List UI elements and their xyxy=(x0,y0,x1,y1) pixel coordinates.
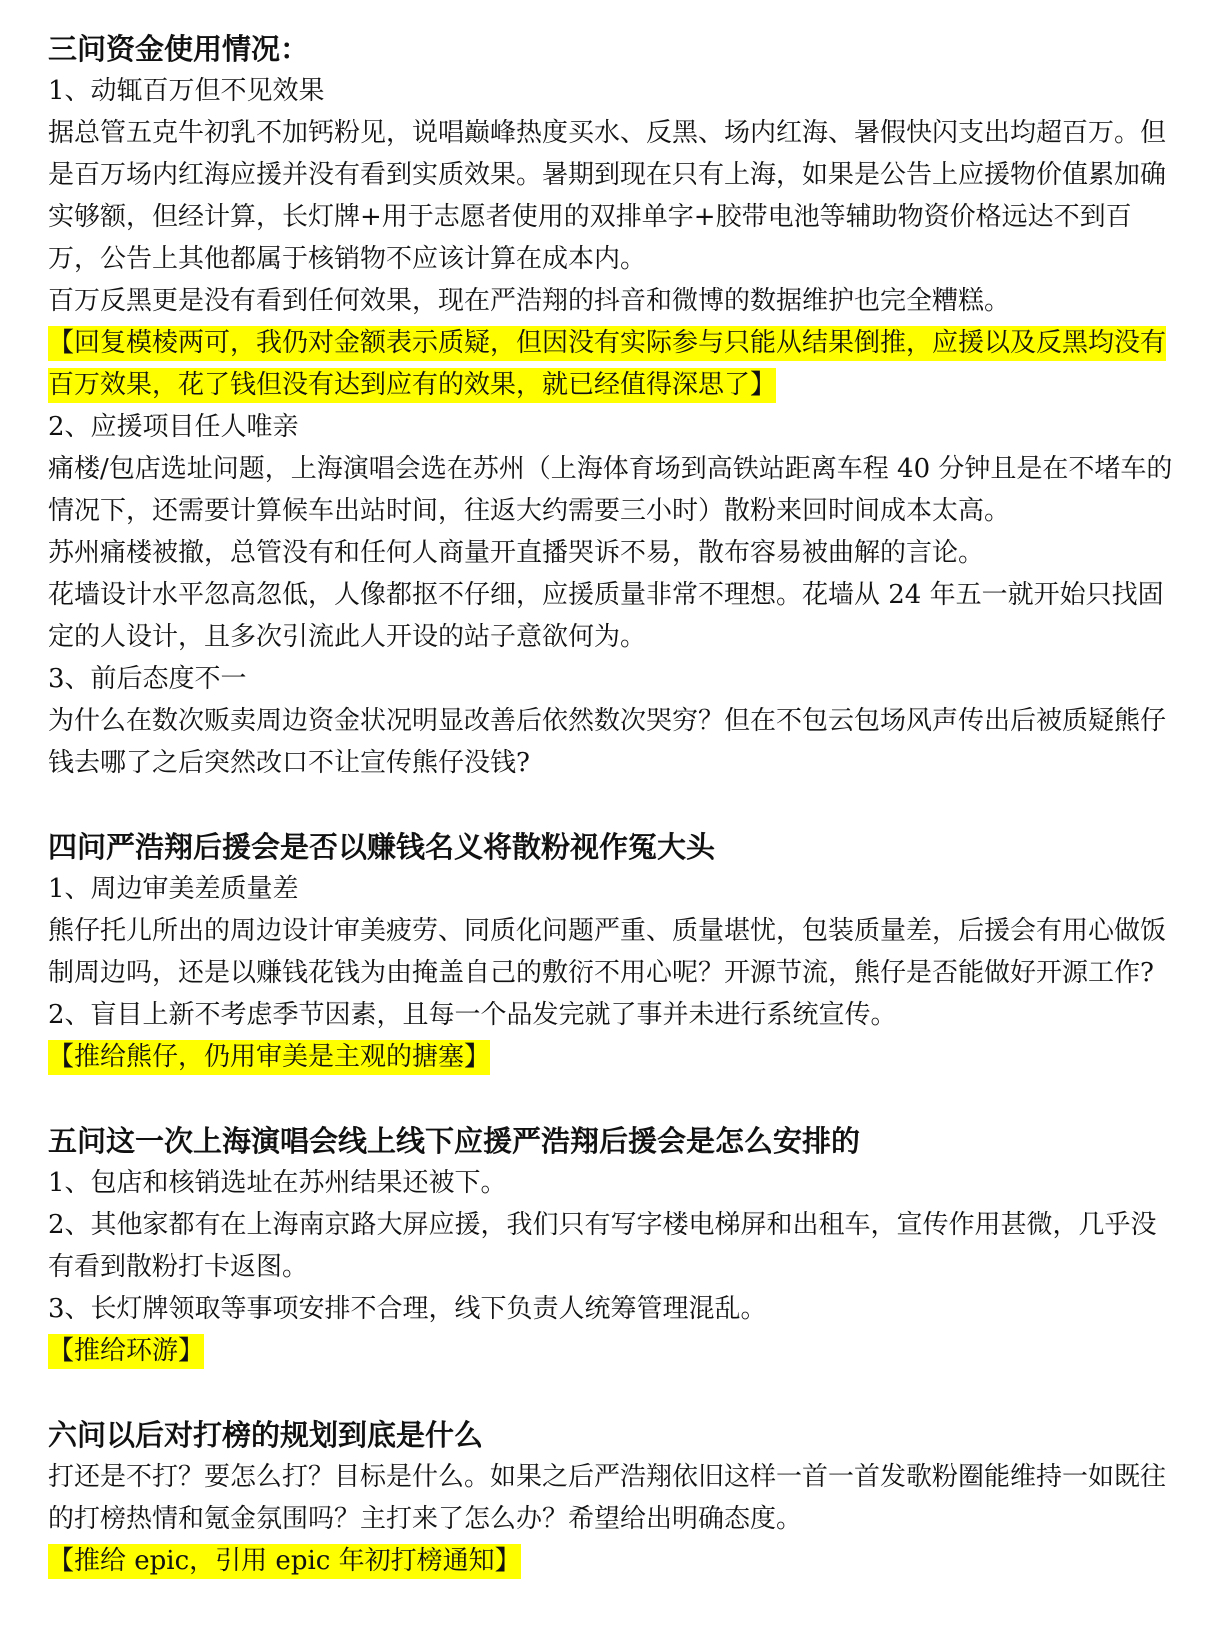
highlighted-reply xyxy=(48,322,1178,406)
paragraph: 花墙设计水平忽高忽低，人像都抠不仔细，应援质量非常不理想。花墙从 24 年五一就开始只找固定的人设计，且多次引流此人开设的站子意欲何为。 xyxy=(48,580,1164,652)
highlighted-reply xyxy=(48,1036,1178,1078)
highlighted-text: 【推给环游】 xyxy=(48,1334,204,1369)
sub-point: 1、周边审美差质量差 xyxy=(48,874,299,904)
sub-point: 1、动辄百万但不见效果 xyxy=(48,76,325,106)
highlighted-reply xyxy=(48,1540,1178,1582)
highlighted-text: 【回复模棱两可，我仍对金额表示质疑，但因没有实际参与只能从结果倒推，应援以及反黑均没有百万效果，花了钱但没有达到应有的效果，就已经值得深思了】 xyxy=(48,326,1166,403)
section-heading: 六问以后对打榜的规划到底是什么 xyxy=(48,1418,484,1452)
paragraph: 熊仔托儿所出的周边设计审美疲劳、同质化问题严重、质量堪忧，包装质量差，后援会有用心做饭制周边吗，还是以赚钱花钱为由掩盖自己的敷衍不用心呢？开源节流，熊仔是否能做好开源工作? xyxy=(48,916,1167,988)
paragraph: 打还是不打？要怎么打？目标是什么。如果之后严浩翔依旧这样一首一首发歌粉圈能维持一如既往的打榜热情和氪金氛围吗？主打来了怎么办？希望给出明确态度。 xyxy=(48,1462,1167,1534)
paragraph: 痛楼/包店选址问题，上海演唱会选在苏州（上海体育场到高铁站距离车程 40 分钟且是在不堵车的情况下，还需要计算候车出站时间，往返大约需要三小时）散粉来回时间成本太高。 xyxy=(48,454,1173,526)
paragraph: 百万反黑更是没有看到任何效果，现在严浩翔的抖音和微博的数据维护也完全糟糕。 xyxy=(48,286,1011,316)
section-heading: 四问严浩翔后援会是否以赚钱名义将散粉视作冤大头 xyxy=(48,830,716,864)
sub-point: 1、包店和核销选址在苏州结果还被下。 xyxy=(48,1168,507,1198)
sub-point: 3、长灯牌领取等事项安排不合理，线下负责人统筹管理混乱。 xyxy=(48,1294,767,1324)
sub-point: 3、前后态度不一 xyxy=(48,664,247,694)
sub-point: 2、应援项目任人唯亲 xyxy=(48,412,299,442)
highlighted-text: 【推给 epic，引用 epic 年初打榜通知】 xyxy=(48,1544,521,1579)
paragraph: 据总管五克牛初乳不加钙粉见，说唱巅峰热度买水、反黑、场内红海、暑假快闪支出均超百万。但是百万场内红海应援并没有看到实质效果。暑期到现在只有上海，如果是公告上应援物价值累加确实够额，但经计算，长灯牌+用于志愿者使用的双排单字+胶带电池等辅助物资价格远达不到百万，公告上其他都属于核销物不应该计算在成本内。 xyxy=(48,118,1167,274)
highlighted-text: 【推给熊仔，仍用审美是主观的搪塞】 xyxy=(48,1040,490,1075)
section-heading: 三问资金使用情况： xyxy=(48,32,310,66)
section-heading: 五问这一次上海演唱会线上线下应援严浩翔后援会是怎么安排的 xyxy=(48,1124,861,1158)
section-6-chart-plan xyxy=(48,1414,1178,1582)
section-3-funds-usage xyxy=(48,28,1178,784)
highlighted-reply xyxy=(48,1330,1178,1372)
paragraph: 为什么在数次贩卖周边资金状况明显改善后依然数次哭穷？但在不包云包场风声传出后被质疑熊仔钱去哪了之后突然改口不让宣传熊仔没钱? xyxy=(48,706,1167,778)
sub-point: 2、盲目上新不考虑季节因素，且每一个品发完就了事并未进行系统宣传。 xyxy=(48,1000,897,1030)
paragraph: 苏州痛楼被撤，总管没有和任何人商量开直播哭诉不易，散布容易被曲解的言论。 xyxy=(48,538,985,568)
section-5-shanghai-concert xyxy=(48,1120,1178,1372)
document xyxy=(48,28,1178,1582)
section-4-merch xyxy=(48,826,1178,1078)
sub-point: 2、其他家都有在上海南京路大屏应援，我们只有写字楼电梯屏和出租车，宣传作用甚微，几乎没有看到散粉打卡返图。 xyxy=(48,1210,1157,1282)
